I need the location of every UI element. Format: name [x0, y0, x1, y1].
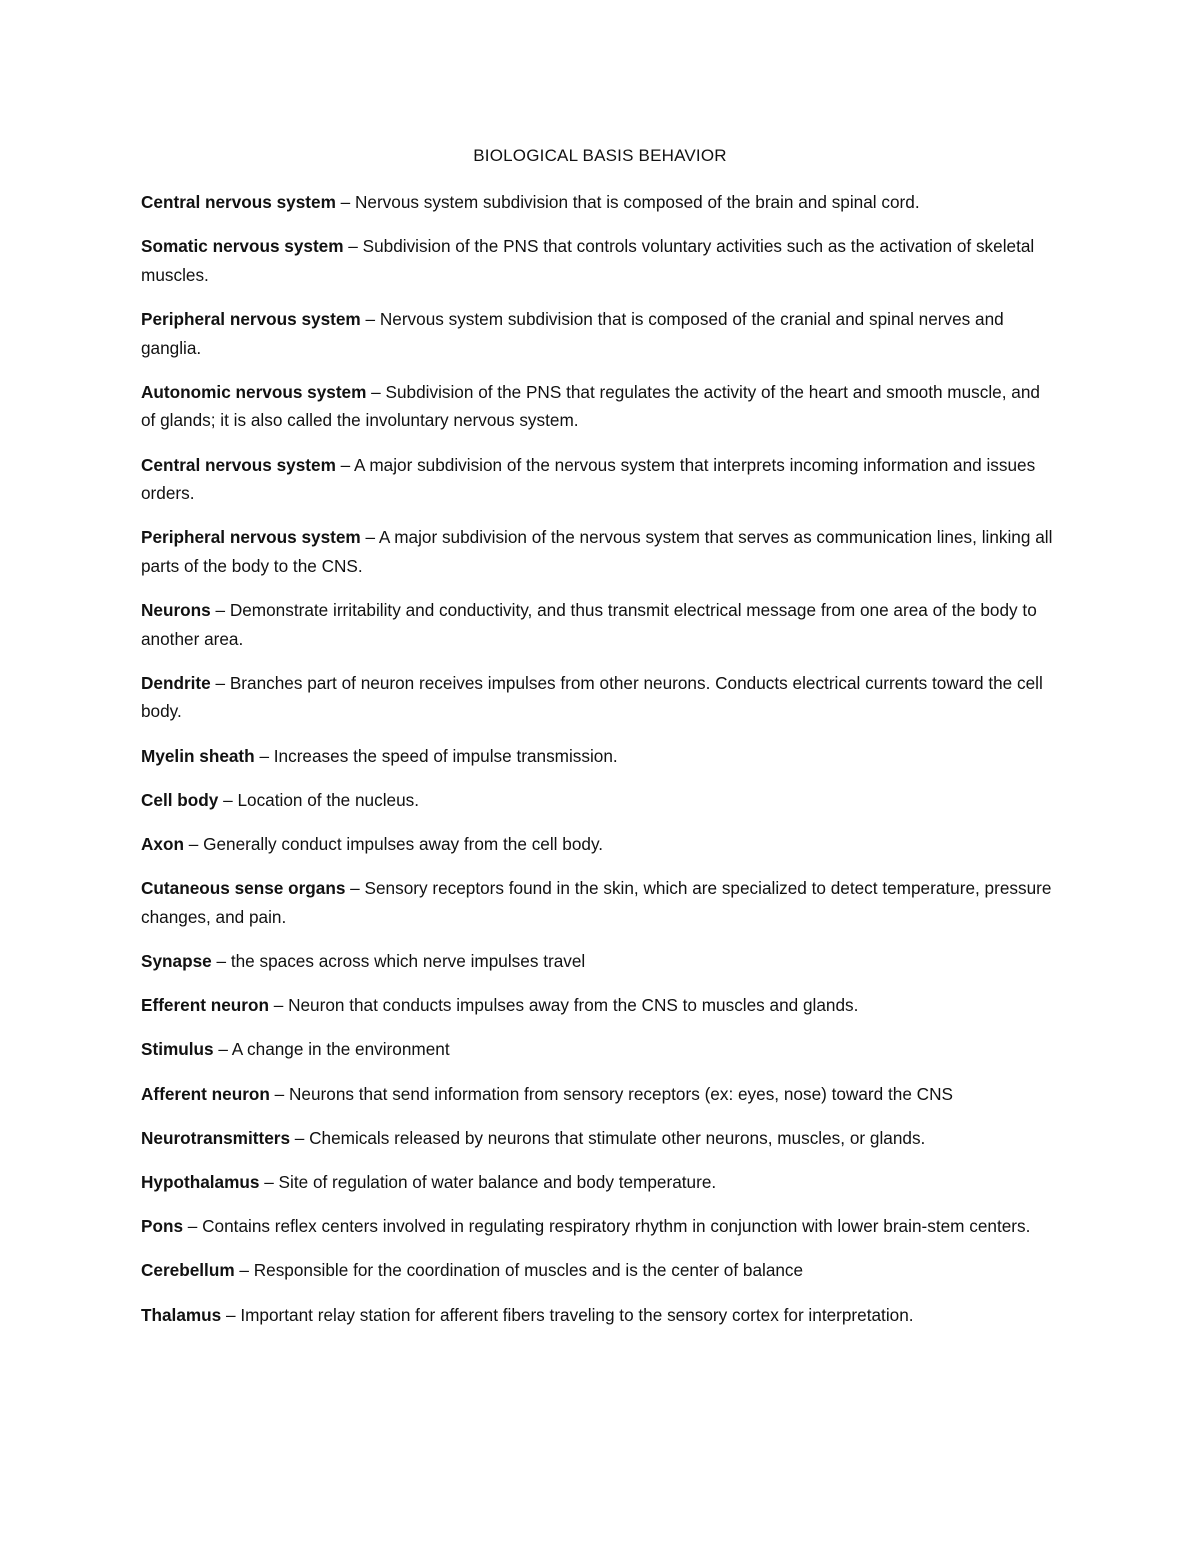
glossary-definition: A change in the environment — [231, 1039, 450, 1060]
term-separator: – — [211, 951, 231, 971]
glossary-entry — [141, 596, 1056, 653]
term-separator: – — [268, 995, 289, 1016]
glossary-definition: Subdivision of the PNS that controls voluntary activities such as the activation of skeletal muscles. — [141, 236, 1035, 285]
glossary-definition: Important relay station for afferent fibers traveling to the sensory cortex for interpretation. — [240, 1304, 914, 1325]
glossary-term: Stimulus — [141, 1039, 214, 1060]
glossary-term: Central nervous system — [141, 192, 336, 212]
glossary-entry — [141, 1301, 1056, 1330]
glossary-definition: Location of the nucleus. — [237, 789, 420, 810]
term-separator: – — [218, 789, 238, 810]
glossary-definition: Site of regulation of water balance and body temperature. — [278, 1171, 717, 1192]
glossary-term: Neurotransmitters — [141, 1127, 290, 1148]
term-separator: – — [360, 308, 380, 329]
term-separator: – — [290, 1127, 310, 1148]
glossary-definition: Nervous system subdivision that is composed of the cranial and spinal nerves and ganglia. — [141, 308, 1004, 358]
glossary-definition: Neuron that conducts impulses away from the CNS to muscles and glands. — [288, 995, 859, 1016]
glossary-entry — [141, 1080, 1056, 1109]
glossary-term: Cutaneous sense organs — [141, 878, 346, 899]
glossary-entry — [141, 305, 1056, 362]
glossary-definition: Increases the speed of impulse transmission. — [273, 745, 618, 766]
glossary-definition: Nervous system subdivision that is composed of the brain and spinal cord. — [354, 192, 920, 212]
glossary-entry — [141, 669, 1056, 726]
glossary-definition: Subdivision of the PNS that regulates the activity of the heart and smooth muscle, and of glands; it is also called the involuntary nervous system. — [141, 381, 1040, 431]
glossary-term: Myelin sheath — [141, 745, 255, 766]
glossary-entry — [141, 1124, 1056, 1153]
glossary-definition: A major subdivision of the nervous system that interprets incoming information and issues orders. — [141, 454, 1036, 504]
glossary-term: Central nervous system — [141, 454, 336, 475]
glossary-entry — [141, 1256, 1056, 1285]
glossary-entry — [141, 1212, 1056, 1241]
glossary-entry — [141, 830, 1056, 859]
glossary-entry — [141, 786, 1056, 815]
glossary-term: Synapse — [141, 951, 212, 971]
glossary-definition: Responsible for the coordination of muscles and is the center of balance — [253, 1260, 804, 1281]
glossary-entry — [141, 742, 1056, 771]
term-separator: – — [269, 1083, 290, 1104]
glossary-entry — [141, 991, 1056, 1020]
glossary-entry — [141, 523, 1056, 580]
term-separator: – — [210, 672, 230, 693]
glossary-definition: Contains reflex centers involved in regulating respiratory rhythm in conjunction with lower brain-stem centers. — [202, 1216, 1031, 1237]
glossary-term: Cell body — [141, 789, 219, 810]
glossary-term: Cerebellum — [141, 1260, 235, 1281]
glossary-list — [141, 188, 1056, 1345]
term-separator: – — [221, 1304, 241, 1325]
term-separator: – — [345, 878, 365, 899]
term-separator: – — [183, 834, 204, 855]
glossary-entry — [141, 947, 1056, 976]
term-separator: – — [210, 600, 230, 621]
glossary-term: Peripheral nervous system — [141, 308, 361, 329]
term-separator: – — [183, 1216, 203, 1237]
glossary-term: Neurons — [141, 600, 211, 621]
glossary-definition: Generally conduct impulses away from the cell body. — [203, 834, 604, 855]
term-separator: – — [335, 454, 355, 475]
term-separator: – — [254, 745, 274, 766]
glossary-term: Thalamus — [141, 1304, 222, 1325]
glossary-entry — [141, 188, 1056, 217]
glossary-definition: Branches part of neuron receives impulses from other neurons. Conducts electrical currents toward the cell body. — [141, 672, 1043, 722]
term-separator: – — [360, 527, 379, 548]
glossary-term: Autonomic nervous system — [141, 381, 367, 402]
glossary-definition: Sensory receptors found in the skin, which are specialized to detect temperature, pressure changes, and pain. — [141, 878, 1052, 927]
glossary-entry — [141, 1168, 1056, 1197]
glossary-entry — [141, 378, 1056, 435]
glossary-entry — [141, 232, 1056, 289]
glossary-term: Dendrite — [141, 672, 211, 693]
glossary-term: Afferent neuron — [141, 1083, 270, 1104]
glossary-entry — [141, 451, 1056, 508]
glossary-entry — [141, 1035, 1056, 1064]
term-separator: – — [366, 381, 386, 402]
term-separator: – — [234, 1260, 254, 1281]
term-separator: – — [259, 1171, 279, 1192]
glossary-term: Somatic nervous system — [141, 236, 344, 257]
glossary-definition: Neurons that send information from sensory receptors (ex: eyes, nose) toward the CNS — [289, 1083, 953, 1104]
glossary-entry — [141, 874, 1056, 931]
page-title: BIOLOGICAL BASIS BEHAVIOR — [473, 146, 727, 165]
term-separator: – — [343, 236, 363, 257]
glossary-term: Axon — [141, 834, 184, 855]
glossary-definition: the spaces across which nerve impulses travel — [230, 951, 586, 971]
term-separator: – — [335, 192, 355, 212]
glossary-term: Efferent neuron — [141, 995, 269, 1016]
glossary-definition: A major subdivision of the nervous system that serves as communication lines, linking all parts of the body to the CNS. — [141, 527, 1053, 576]
glossary-definition: Demonstrate irritability and conductivity, and thus transmit electrical message from one area of the body to another area. — [141, 600, 1037, 649]
glossary-definition: Chemicals released by neurons that stimulate other neurons, muscles, or glands. — [309, 1127, 926, 1148]
glossary-term: Peripheral nervous system — [141, 527, 361, 548]
glossary-term: Pons — [141, 1216, 184, 1237]
term-separator: – — [213, 1039, 232, 1060]
glossary-term: Hypothalamus — [141, 1171, 260, 1192]
